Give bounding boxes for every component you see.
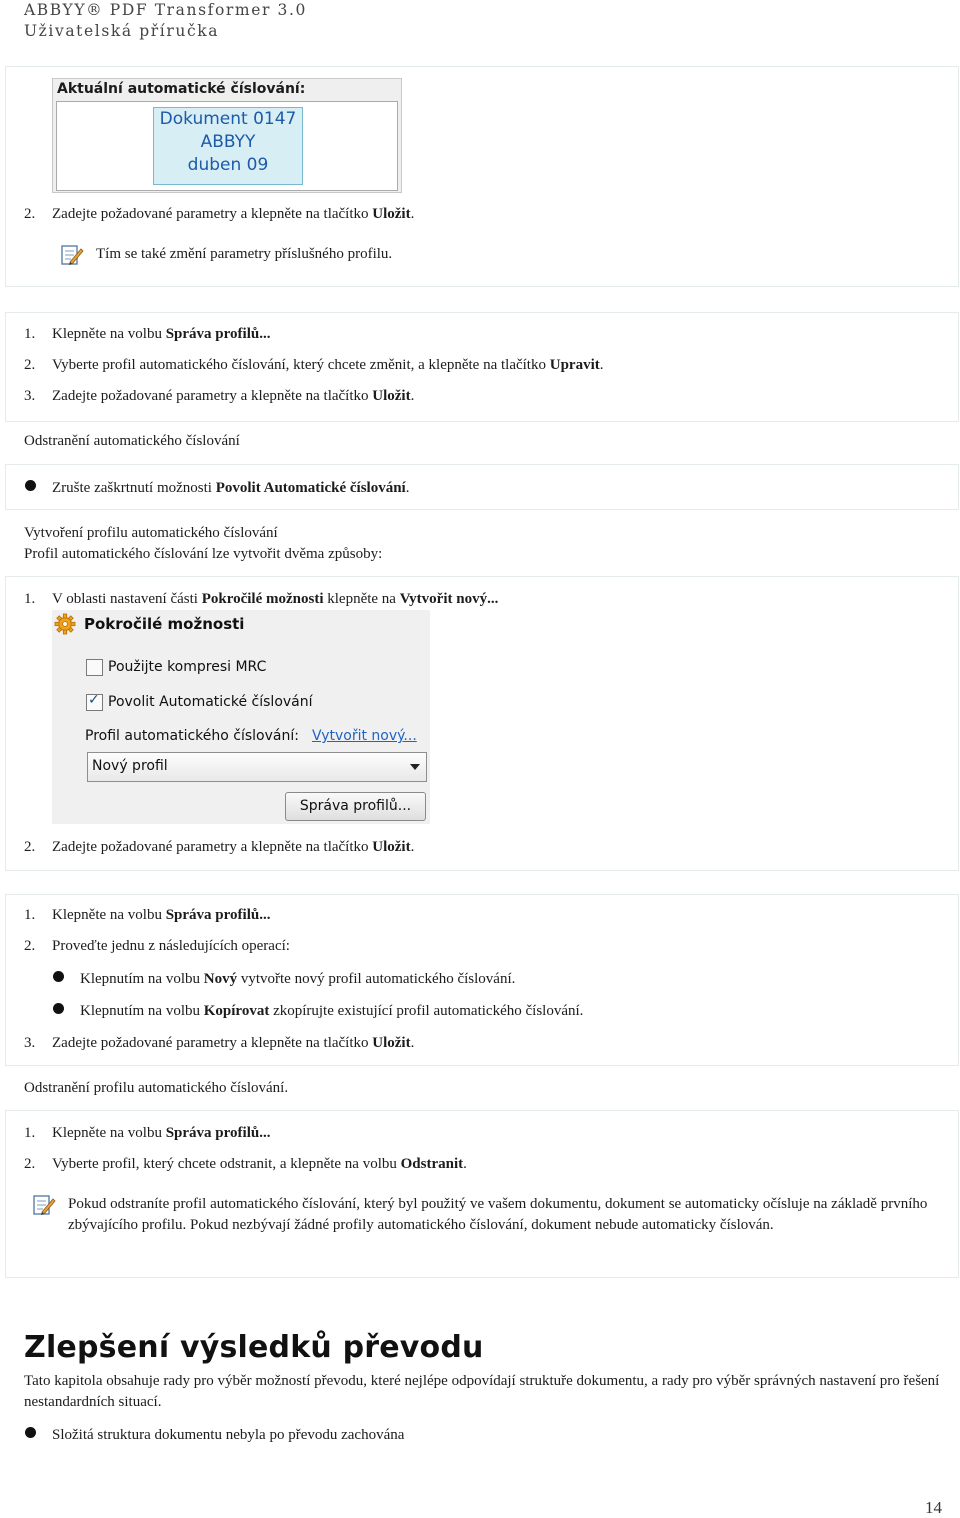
create-new-link[interactable]: Vytvořit nový... [312,728,417,744]
mrc-checkbox[interactable] [86,659,103,676]
step-line [24,837,414,857]
bullet-bold: Kopírovat [203,1003,270,1019]
step-text: . [410,388,415,404]
auto-numbering-checkbox-label: Povolit Automatické číslování [108,694,313,710]
step-bold: Pokročilé možnosti [201,591,324,607]
step-text: Klepněte na volbu [52,907,166,923]
manage-profiles-button[interactable]: Správa profilů... [285,792,426,821]
step-number: 1. [24,326,36,342]
numbering-preview [153,107,303,185]
step-text: . [410,206,415,222]
subheading-create-profile: Vytvoření profilu automatického číslování [24,525,278,541]
step-bold: Uložit [372,1035,411,1051]
advanced-options-title: Pokročilé možnosti [84,615,245,633]
step-text: klepněte na [323,591,400,607]
preview-line: duben 09 [187,155,269,175]
bullet-line [24,1425,404,1445]
step-line [24,204,414,224]
bullet-text: . [405,480,410,496]
step-line [24,355,603,375]
step-number: 2. [24,839,36,855]
step-number: 2. [24,938,36,954]
step-bold: Vytvořit nový... [399,591,499,607]
auto-numbering-checkbox[interactable] [86,694,103,711]
step-number: 2. [24,206,36,222]
bullet-line [52,1001,583,1021]
step-number: 1. [24,1125,36,1141]
step-line [24,324,270,344]
step-number: 1. [24,907,36,923]
section-title: Zlepšení výsledků převodu [24,1330,484,1365]
step-bold: Uložit [372,839,411,855]
step-line [24,386,414,406]
bullet-text: Klepnutím na volbu [80,1003,204,1019]
note-text: Pokud odstraníte profil automatického číslování, který byl použitý ve vašem dokumentu, dokument se automaticky očísluje na základě prvního zbývajícího profilu. Pokud nezbývají žádné profily automatického číslování, dokument nebude automaticky číslován. [68,1196,928,1233]
step-text: Klepněte na volbu [52,326,166,342]
note-icon [32,1194,56,1216]
step-text: . [410,839,415,855]
header-product: ABBYY® PDF Transformer 3.0 [24,1,307,19]
step-text: Zadejte požadované parametry a klepněte na tlačítko [52,1035,373,1051]
step-text: Zadejte požadované parametry a klepněte na tlačítko [52,388,373,404]
step-text: Zadejte požadované parametry a klepněte na tlačítko [52,839,373,855]
mrc-checkbox-label: Použijte kompresi MRC [108,659,267,675]
gear-icon [54,613,76,635]
preview-line: Dokument 0147 [159,109,297,129]
screenshot-title: Aktuální automatické číslování: [57,81,306,97]
section-intro: Tato kapitola obsahuje rady pro výběr možností převodu, které nejlépe odpovídají struktuře dokumentu, a rady pro výběr správných nastavení pro řešení nestandardních situací. [24,1373,940,1410]
bullet-bold: Povolit Automatické číslování [215,480,406,496]
step-bold: Správa profilů... [165,1125,271,1141]
step-number: 2. [24,1156,36,1172]
note-icon [60,244,84,266]
create-description: Profil automatického číslování lze vytvořit dvěma způsoby: [24,546,383,562]
step-text: . [410,1035,415,1051]
step-text: Vyberte profil automatického číslování, který chcete změnit, a klepněte na tlačítko [52,357,550,373]
step-line [24,936,290,956]
step-text: . [599,357,604,373]
step-number: 3. [24,388,36,404]
step-line [24,1154,467,1174]
step-text: V oblasti nastavení části [52,591,202,607]
step-bold: Upravit [549,357,600,373]
step-number: 2. [24,357,36,373]
step-bold: Odstranit [400,1156,464,1172]
step-number: 3. [24,1035,36,1051]
step-number: 1. [24,591,36,607]
step-line [24,1033,414,1053]
note-text: Tím se také změní parametry příslušného profilu. [96,246,393,262]
step-text: . [463,1156,467,1172]
bullet-text: zkopírujte existující profil automatického číslování. [269,1003,584,1019]
step-bold: Uložit [372,388,411,404]
bullet-bold: Nový [203,971,238,987]
step-bold: Správa profilů... [165,907,271,923]
header-subtitle: Uživatelská příručka [24,22,220,40]
bullet-line [24,478,409,498]
preview-frame [56,101,398,191]
bullet-line [52,969,515,989]
screenshot-advanced-options [52,610,430,824]
bullet-text: Zrušte zaškrtnutí možnosti [52,480,216,496]
step-text: Proveďte jednu z následujících operací: [52,938,290,954]
chevron-down-icon [410,764,420,770]
step-text: Vyberte profil, který chcete odstranit, a klepněte na volbu [52,1156,401,1172]
subheading-remove-numbering: Odstranění automatického číslování [24,433,240,449]
screenshot-current-numbering [52,78,402,193]
page-number: 14 [925,1498,942,1517]
bullet-text: Složitá struktura dokumentu nebyla po převodu zachována [52,1427,405,1443]
subheading-delete-profile: Odstranění profilu automatického číslování. [24,1080,289,1096]
profile-label: Profil automatického číslování: [85,728,299,744]
bullet-text: Klepnutím na volbu [80,971,204,987]
bullet-text: vytvořte nový profil automatického číslování. [237,971,516,987]
step-bold: Uložit [372,206,411,222]
step-bold: Správa profilů... [165,326,271,342]
step-line [24,589,498,609]
preview-line: ABBYY [200,132,256,152]
step-text: Zadejte požadované parametry a klepněte na tlačítko [52,206,373,222]
profile-dropdown[interactable] [87,752,427,782]
running-header [24,0,307,42]
step-line [24,905,270,925]
profile-dropdown-value: Nový profil [92,758,168,774]
step-line [24,1123,270,1143]
step-text: Klepněte na volbu [52,1125,166,1141]
